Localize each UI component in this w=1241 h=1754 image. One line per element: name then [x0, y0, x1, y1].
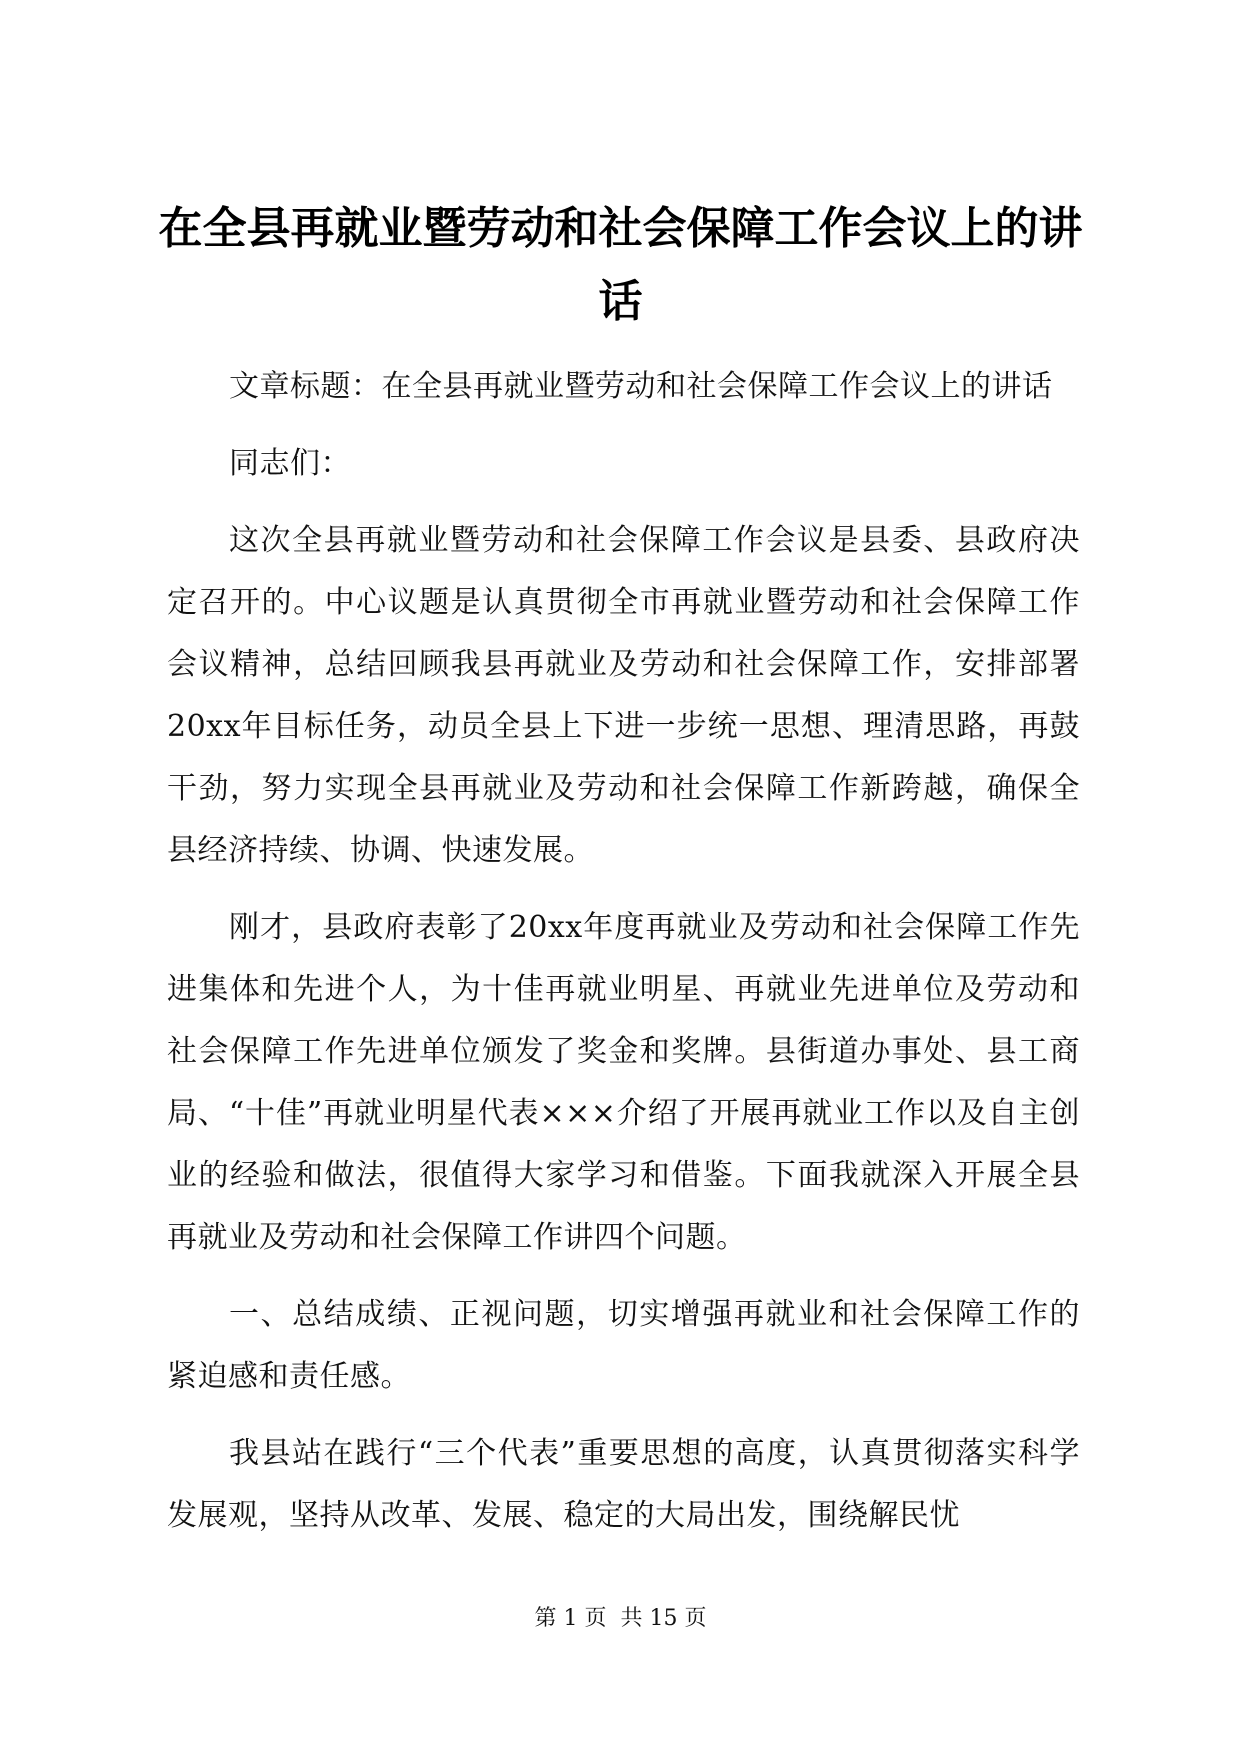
document-title: 在全县再就业暨劳动和社会保障工作会议上的讲话 [158, 203, 1083, 327]
paragraph-article-title: 文章标题：在全县再就业暨劳动和社会保障工作会议上的讲话 [229, 369, 1053, 404]
document-body [167, 356, 1080, 1562]
paragraph-meeting-purpose: 这次全县再就业暨劳动和社会保障工作会议是县委、县政府决定召开的。中心议题是认真贯彻全市再就业暨劳动和社会保障工作会议精神，总结回顾我县再就业及劳动和社会保障工作，安排部署20xx年目标任务，动员全县上下进一步统一思想、理清思路，再鼓干劲，努力实现全县再就业及劳动和社会保障工作新跨越，确保全县经济持续、协调、快速发展。 [167, 523, 1080, 868]
paragraph-commendation: 刚才，县政府表彰了20xx年度再就业及劳动和社会保障工作先进集体和先进个人，为十佳再就业明星、再就业先进单位及劳动和社会保障工作先进单位颁发了奖金和奖牌。县街道办事处、县工商局、“十佳”再就业明星代表×××介绍了开展再就业工作以及自主创业的经验和做法，很值得大家学习和借鉴。下面我就深入开展全县再就业及劳动和社会保障工作讲四个问题。 [167, 910, 1080, 1255]
paragraph-salutation: 同志们： [229, 446, 351, 481]
page-total: 共 15 页 [620, 1606, 707, 1631]
page-number: 第 1 页 [534, 1606, 607, 1631]
page-footer [0, 1604, 1241, 1634]
paragraph-section-heading-1: 一、总结成绩、正视问题，切实增强再就业和社会保障工作的紧迫感和责任感。 [167, 1297, 1080, 1394]
paragraph-section-body: 我县站在践行“三个代表”重要思想的高度，认真贯彻落实科学发展观，坚持从改革、发展、稳定的大局出发，围绕解民忧 [167, 1436, 1080, 1533]
